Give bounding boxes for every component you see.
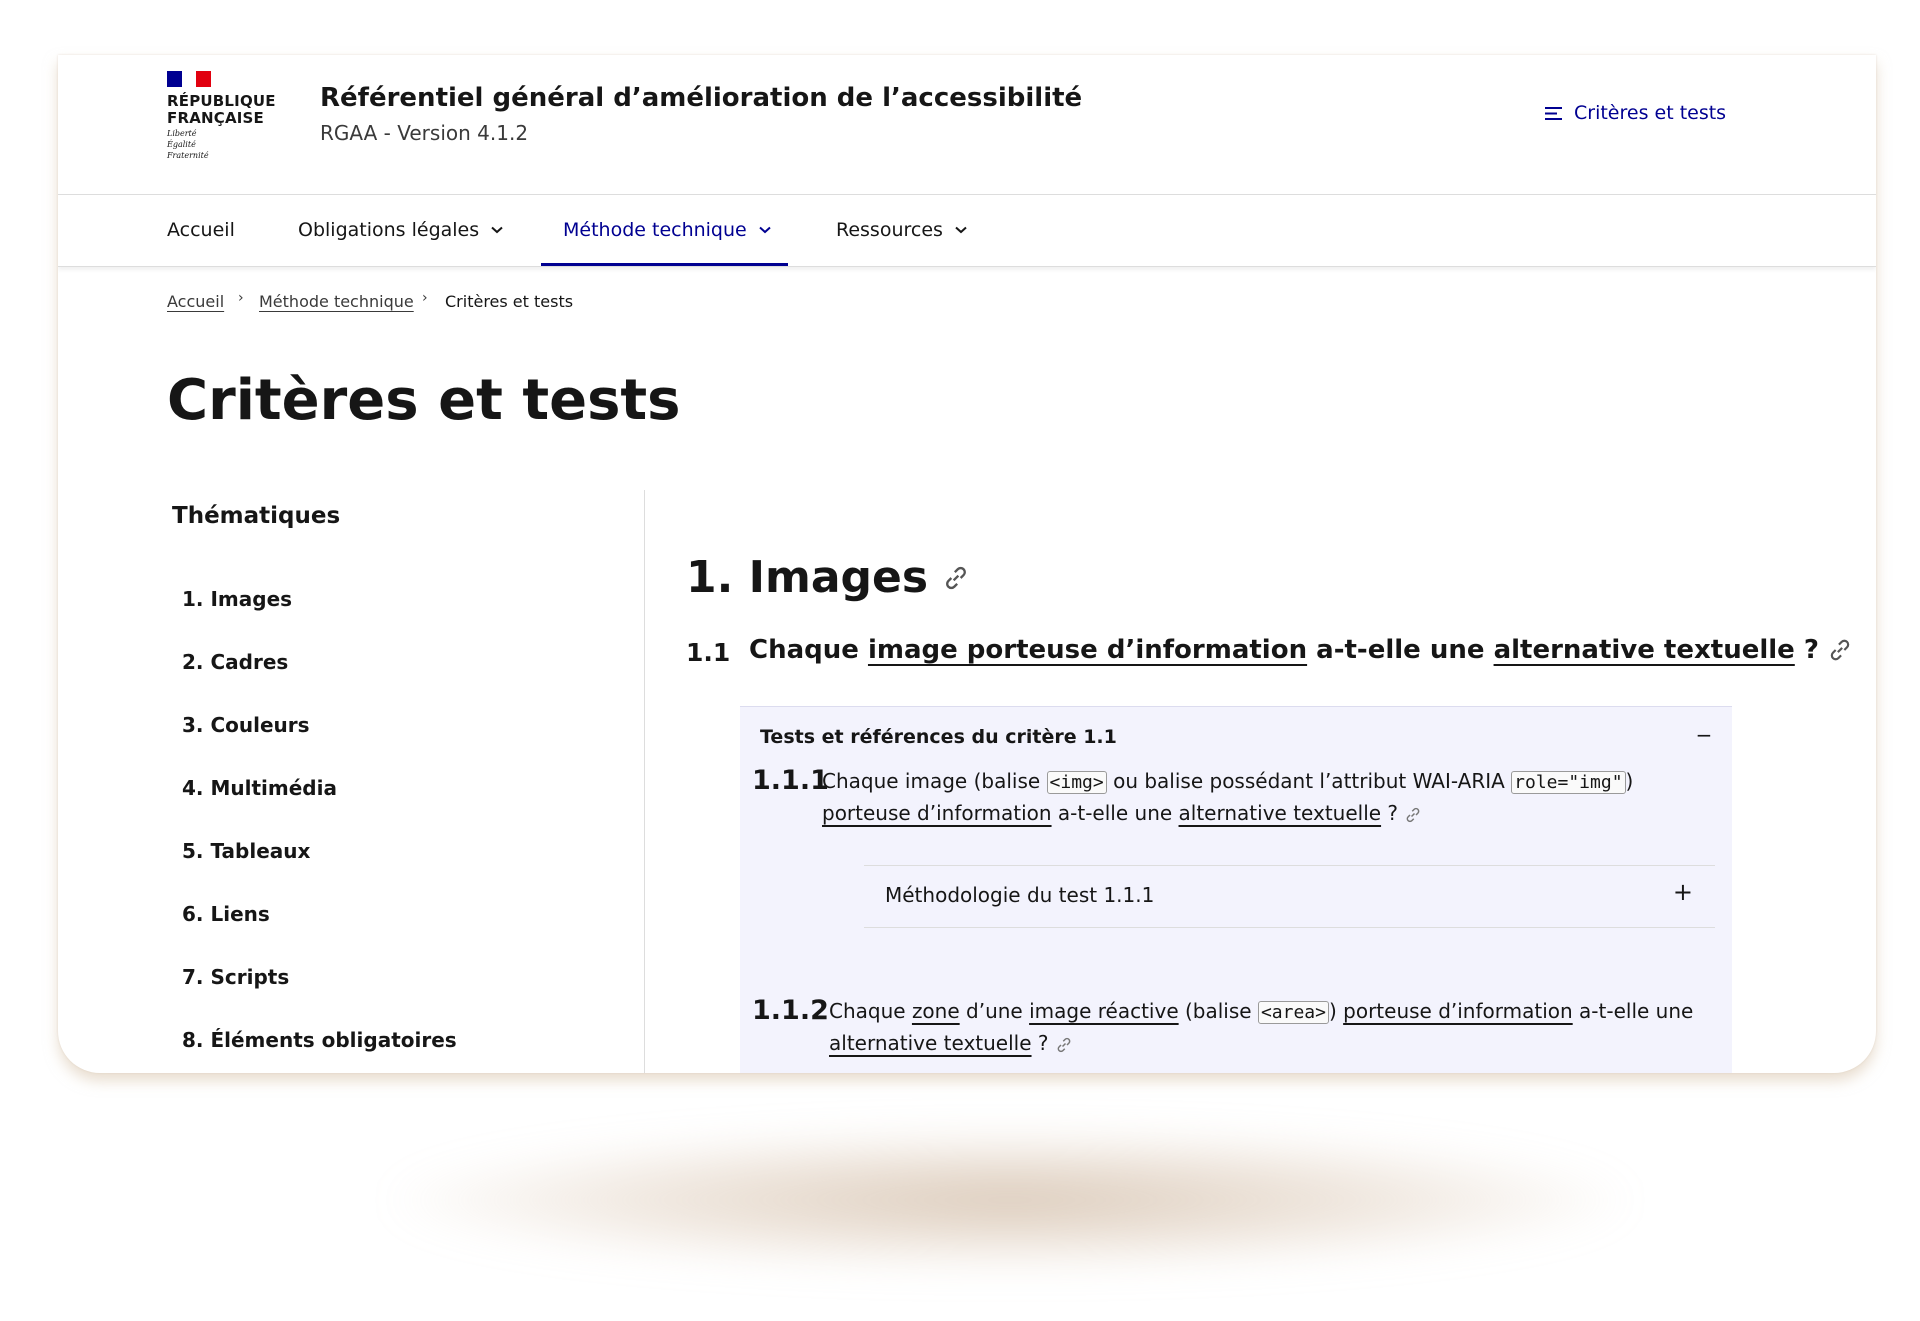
glossary-link-zone[interactable]: zone (911, 999, 960, 1023)
active-nav-indicator (541, 263, 788, 266)
republique-francaise-name[interactable]: RÉPUBLIQUE FRANÇAISE (167, 92, 276, 127)
breadcrumb-link-methode-technique[interactable]: Méthode technique (259, 292, 414, 311)
nav-item-accueil[interactable] (167, 194, 235, 266)
glossary-link-alternative-textuelle[interactable]: alternative textuelle (1493, 635, 1795, 665)
glossary-link-image-reactive[interactable]: image réactive (1029, 999, 1179, 1023)
breadcrumb-link-accueil[interactable]: Accueil (167, 292, 225, 311)
glossary-link-porteuse-information[interactable]: porteuse d’information (1343, 999, 1573, 1023)
criteria-quick-link-label: Critères et tests (1574, 102, 1727, 124)
methodology-label: Méthodologie du test 1.1.1 (885, 883, 1155, 907)
sidebar-divider (644, 490, 645, 1073)
nav-item-label: Accueil (167, 219, 235, 241)
code-img-tag: <img> (1047, 771, 1107, 794)
chevron-down-icon (491, 226, 503, 234)
criterion-text: a-t-elle une (1307, 635, 1494, 665)
code-area-tag: <area> (1258, 1001, 1329, 1024)
test-text: ) (1328, 999, 1344, 1023)
glossary-link-image-porteuse[interactable]: image porteuse d’information (867, 635, 1308, 665)
sidebar-item-scripts[interactable]: 7. Scripts (182, 965, 290, 989)
anchor-link-icon[interactable] (942, 564, 970, 592)
sidebar-item-liens[interactable]: 6. Liens (182, 902, 270, 926)
expand-plus-icon: + (1672, 878, 1693, 906)
test-number: 1.1.1 (752, 765, 829, 796)
breadcrumb-current: Critères et tests (445, 292, 574, 311)
test-text-line (829, 999, 1693, 1023)
collapse-button[interactable]: − (1695, 723, 1713, 747)
test-number: 1.1.2 (752, 995, 829, 1026)
criterion-text: Chaque (749, 635, 868, 665)
section-heading-text: 1. Images (686, 552, 929, 603)
test-text: ? (1031, 1031, 1049, 1055)
section-heading-images (686, 552, 970, 603)
panel-title[interactable]: Tests et références du critère 1.1 (760, 726, 1117, 748)
criteria-quick-link[interactable] (1545, 102, 1726, 124)
sidebar-item-multimedia[interactable]: 4. Multimédia (182, 776, 337, 800)
code-role-img: role="img" (1511, 771, 1625, 794)
glossary-link-alternative-textuelle[interactable]: alternative textuelle (1178, 801, 1382, 825)
sidebar-title: Thématiques (172, 503, 341, 529)
anchor-link-icon[interactable] (1404, 806, 1422, 824)
chevron-down-icon (955, 226, 967, 234)
test-text: d’une (959, 999, 1030, 1023)
test-text: (balise (1178, 999, 1258, 1023)
test-text: Chaque (829, 999, 912, 1023)
site-header (58, 55, 1876, 195)
test-text: ou balise possédant l’attribut WAI-ARIA (1106, 769, 1512, 793)
chevron-right-icon: › (238, 290, 244, 306)
criterion-heading (749, 635, 1853, 665)
republic-motto: Liberté Égalité Fraternité (167, 129, 209, 160)
browser-page (58, 55, 1876, 1073)
nav-item-label: Obligations légales (298, 219, 480, 241)
flag-white (182, 71, 197, 87)
nav-item-obligations-legales[interactable] (298, 194, 503, 266)
criterion-number: 1.1 (686, 638, 731, 667)
test-text: Chaque image (balise (822, 769, 1047, 793)
test-text: a-t-elle une (1051, 801, 1179, 825)
site-version: RGAA - Version 4.1.2 (320, 121, 529, 145)
nav-item-label: Ressources (836, 219, 943, 241)
glossary-link-alternative-textuelle[interactable]: alternative textuelle (829, 1031, 1032, 1055)
test-text-line (822, 769, 1633, 793)
glossary-link-porteuse-information[interactable]: porteuse d’information (822, 801, 1052, 825)
test-text: ) (1625, 769, 1634, 793)
sidebar-item-tableaux[interactable]: 5. Tableaux (182, 839, 311, 863)
page-title: Critères et tests (167, 368, 681, 433)
test-text: a-t-elle une (1572, 999, 1694, 1023)
site-title[interactable]: Référentiel général d’amélioration de l’accessibilité (320, 83, 1083, 113)
methodology-accordion[interactable] (864, 865, 1715, 928)
chevron-down-icon (759, 226, 771, 234)
nav-item-methode-technique[interactable] (563, 194, 771, 266)
flag-blue (167, 71, 182, 87)
french-flag-logo (167, 71, 211, 87)
flag-red (196, 71, 211, 87)
sidebar-item-elements-obligatoires[interactable]: 8. Éléments obligatoires (182, 1028, 457, 1052)
main-navigation (58, 194, 1876, 267)
criterion-text: ? (1794, 635, 1819, 665)
nav-item-ressources[interactable] (836, 194, 967, 266)
nav-item-label: Méthode technique (563, 219, 747, 241)
sidebar-item-couleurs[interactable]: 3. Couleurs (182, 713, 310, 737)
anchor-link-icon[interactable] (1055, 1036, 1073, 1054)
test-text: ? (1381, 801, 1399, 825)
drop-shadow (390, 1130, 1630, 1270)
anchor-link-icon[interactable] (1827, 637, 1853, 663)
sidebar-item-cadres[interactable]: 2. Cadres (182, 650, 289, 674)
sidebar-item-images[interactable]: 1. Images (182, 587, 293, 611)
menu-list-icon (1545, 106, 1562, 121)
test-text-line (822, 801, 1422, 825)
test-text-line (829, 1031, 1073, 1055)
chevron-right-icon: › (422, 290, 428, 306)
